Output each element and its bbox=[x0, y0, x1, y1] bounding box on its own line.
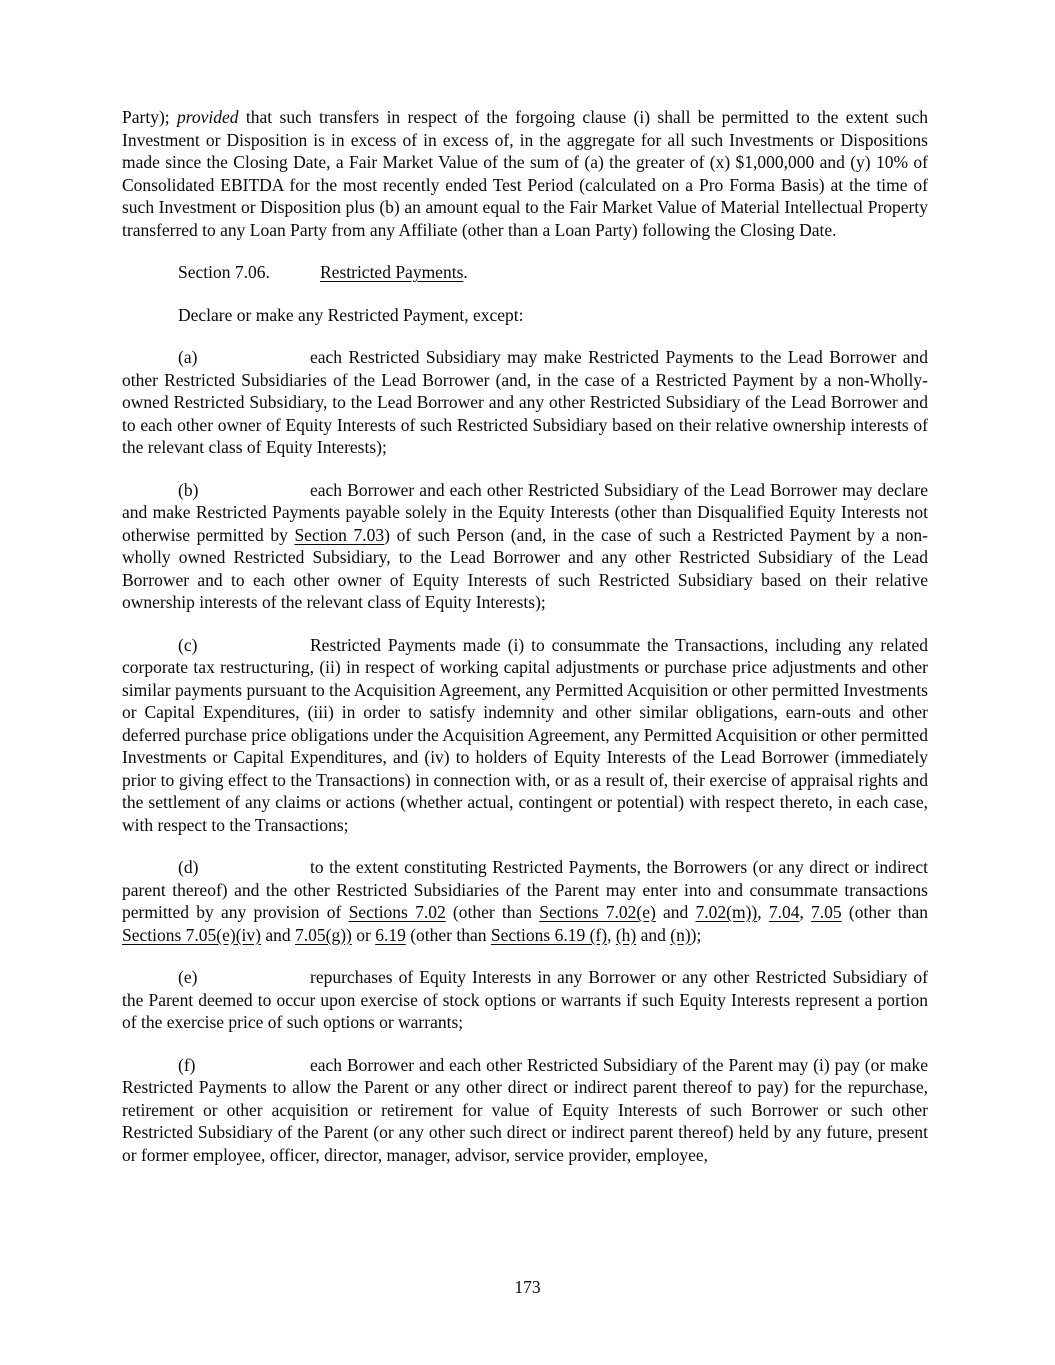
paragraph-text: each Borrower and each other Restricted Subsidiary of the Parent may (i) pay (or make Restricted Payments to allow the Parent or any other direct or indirect parent thereof to pay) for the repurchase, retirement or other acquisition or retirement for value of Equity Interests of such Borrower or such other Restricted Subsidiary of the Parent (or any other such direct or indirect parent thereof) held by any future, present or former employee, officer, director, manager, advisor, service provider, employee, bbox=[122, 1054, 928, 1165]
continued-paragraph bbox=[122, 106, 928, 241]
paragraph-text: , bbox=[607, 924, 616, 945]
paragraph-text: and bbox=[655, 902, 696, 922]
section-number-label: Section 7.06. bbox=[178, 262, 270, 282]
paragraph-text: ) of such Person (and, in the case of such a Restricted Payment by a non-wholly owned Restricted Subsidiary, to the Lead Borrower and any other Restricted Subsidiary of the Lead Borrower and to each other owner of Equity Interests of such Restricted Subsidiary based on their relative ownership interests of the relevant class of Equity Interests); bbox=[122, 524, 928, 612]
paragraph-text: and bbox=[636, 924, 671, 945]
clause-letter-label: (d) bbox=[178, 857, 199, 877]
paragraph-text: . bbox=[463, 262, 468, 282]
section-reference: Sections 7.02 bbox=[348, 902, 446, 922]
clause-f-paragraph bbox=[122, 1054, 928, 1167]
section-reference: 7.02(m)) bbox=[695, 902, 758, 922]
clause-d-paragraph bbox=[122, 856, 928, 946]
section-reference: (h) bbox=[615, 924, 637, 945]
paragraph-text: , bbox=[799, 902, 812, 922]
lead-in-paragraph bbox=[122, 304, 928, 327]
clause-a-paragraph bbox=[122, 346, 928, 459]
section-heading-paragraph bbox=[122, 261, 928, 284]
section-reference: Section 7.03 bbox=[294, 524, 385, 545]
paragraph-text: (other than bbox=[841, 902, 928, 922]
paragraph-text: Restricted Payments made (i) to consummate the Transactions, including any related corporate tax restructuring, (ii) in respect of working capital adjustments or purchase price adjustments and other similar payments pursuant to the Acquisition Agreement, any Permitted Acquisition or other permitted Investments or Capital Expenditures, (iii) in order to satisfy indemnity and other similar obligations, earn-outs and other deferred purchase price obligations under the Acquisition Agreement, any Permitted Acquisition or other permitted Investments or Capital Expenditures, and (iv) to holders of Equity Interests of the Lead Borrower (immediately prior to giving effect to the Transactions) in connection with, or as a result of, their exercise of appraisal rights and the settlement of any claims or actions (whether actual, contingent or potential) with respect thereto, in each case, with respect to the Transactions; bbox=[122, 634, 928, 835]
clause-letter-label: (b) bbox=[178, 479, 199, 500]
clause-b-paragraph bbox=[122, 479, 928, 614]
paragraph-text: (other than bbox=[445, 902, 540, 922]
paragraph-text: and bbox=[261, 924, 296, 945]
clause-letter-label: (f) bbox=[178, 1054, 196, 1075]
section-reference: 6.19 bbox=[375, 924, 406, 945]
paragraph-text: ); bbox=[690, 924, 702, 945]
section-reference: Restricted Payments bbox=[320, 262, 464, 282]
page-number: 173 bbox=[514, 1277, 541, 1297]
section-reference: Sections 7.02(e) bbox=[539, 902, 656, 922]
paragraph-text: provided bbox=[177, 107, 239, 127]
section-reference: (n) bbox=[670, 924, 691, 945]
section-reference: 7.05 bbox=[811, 902, 842, 922]
section-reference: 7.04 bbox=[768, 902, 800, 922]
paragraph-text: Declare or make any Restricted Payment, except: bbox=[178, 304, 524, 325]
section-reference: Sections 6.19 (f) bbox=[490, 924, 608, 945]
paragraph-text: each Borrower and each other Restricted Subsidiary of the Lead Borrower may declare and make Restricted Payments payable solely in the Equity Interests (other than Disqualified Equity Interests not otherwise permitted by bbox=[122, 479, 928, 545]
clause-letter-label: (c) bbox=[178, 634, 198, 655]
paragraph-text: repurchases of Equity Interests in any Borrower or any other Restricted Subsidiary of the Parent deemed to occur upon exercise of stock options or warrants if such Equity Interests represent a portion of the exercise price of such options or warrants; bbox=[122, 967, 928, 1032]
clause-c-paragraph bbox=[122, 634, 928, 837]
paragraph-text: each Restricted Subsidiary may make Restricted Payments to the Lead Borrower and other Restricted Subsidiaries of the Lead Borrower (and, in the case of a Restricted Payment by a non-Wholly-owned Restricted Subsidiary, to the Lead Borrower and any other Restricted Subsidiary of the Lead Borrower and to each other owner of Equity Interests of such Restricted Subsidiary based on their relative ownership interests of the relevant class of Equity Interests); bbox=[122, 347, 928, 457]
paragraph-text: , bbox=[757, 902, 769, 922]
section-reference: 7.05(g)) bbox=[295, 924, 352, 945]
clause-e-paragraph bbox=[122, 966, 928, 1034]
section-reference: Sections 7.05(e)(iv) bbox=[122, 924, 261, 945]
paragraph-text: Party); bbox=[122, 107, 177, 127]
paragraph-text: that such transfers in respect of the forgoing clause (i) shall be permitted to the extent such Investment or Disposition is in excess of in excess of, in the aggregate for all such Investments or Dispositions made since the Closing Date, a Fair Market Value of the sum of (a) the greater of (x) $1,000,000 and (y) 10% of Consolidated EBITDA for the most recently ended Test Period (calculated on a Pro Forma Basis) at the time of such Investment or Disposition plus (b) an amount equal to the Fair Market Value of Material Intellectual Property transferred to any Loan Party from any Affiliate (other than a Loan Party) following the Closing Date. bbox=[122, 107, 928, 240]
clause-letter-label: (e) bbox=[178, 967, 198, 987]
document-body bbox=[122, 106, 928, 1166]
paragraph-text: (other than bbox=[405, 924, 491, 945]
clause-letter-label: (a) bbox=[178, 347, 198, 367]
paragraph-text: to the extent constituting Restricted Payments, the Borrowers (or any direct or indirect parent thereof) and the other Restricted Subsidiaries of the Parent may enter into and consummate transactions permitted by any provision of bbox=[122, 857, 928, 922]
paragraph-text: or bbox=[351, 924, 376, 945]
